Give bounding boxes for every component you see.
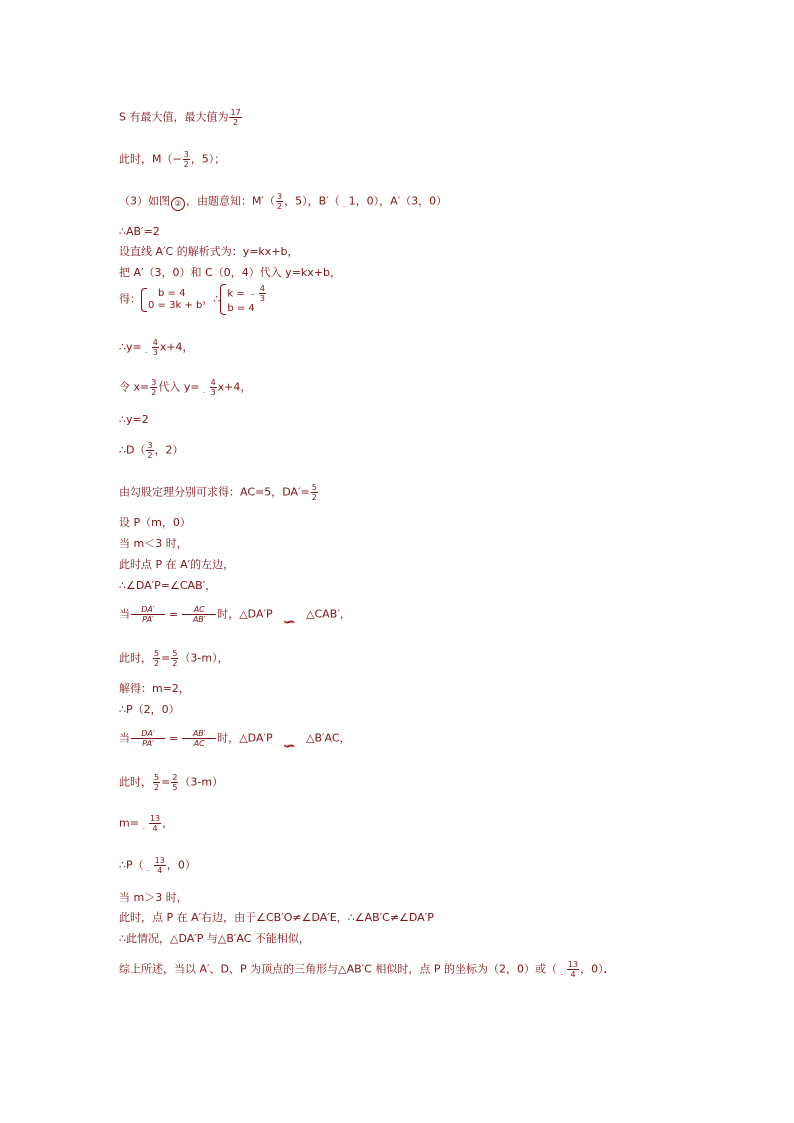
- line-y-equation: $\therefore y=_﹣$ $\frac{4}{3}$ x+4，: [119, 338, 194, 357]
- equation-system: b = 4 0 = 3k + b: [141, 288, 202, 312]
- line-ab: ∴AB′=2: [119, 225, 160, 238]
- fraction: $\frac{5}{2}$: [172, 649, 178, 668]
- line-calc-case2: 此时， $\frac{5}{2}$ = $\frac{2}{5}$ （3-m）: [119, 773, 224, 792]
- fraction: $\frac{4}{3}$: [259, 284, 265, 303]
- line-d-point: ∴D（ $\frac{3}{2}$ ，2）: [119, 441, 184, 460]
- fraction: $\frac{3}{2}$: [151, 378, 157, 397]
- line-y-2: ∴y=2: [119, 413, 149, 426]
- line-pythagoras: 由勾股定理分别可求得：AC=5，DA′= $\frac{5}{2}$: [119, 483, 317, 502]
- line-max-value: S 有最大值，最大值为 $\frac{17}{2}$: [119, 108, 241, 127]
- line-m-point: 此时，M（− $\frac{3}{2}$ ，5）；: [119, 150, 226, 169]
- line-p-result1: ∴P（2，0）: [119, 703, 180, 716]
- fraction: $\frac{2}{5}$: [172, 773, 178, 792]
- line-p-right: 此时，点 P 在 A′右边，由于∠CB′O≠∠DA′E，∴∠AB′C≠∠DA′P: [119, 911, 434, 924]
- fraction: $\frac{13}{4}$: [567, 960, 579, 979]
- line-solve-m: 解得：m=2，: [119, 682, 190, 695]
- fraction: $\frac{5}{2}$: [154, 773, 160, 792]
- line-case-m-less: 当 m＜3 时，: [119, 537, 188, 550]
- line-angle-equal: ∴∠DA′P=∠CAB′，: [119, 579, 217, 592]
- line-not-similar: ∴此情况，△DA′P 与△B′AC 不能相似，: [119, 932, 310, 945]
- fraction: $\frac{DA'}{PA'}$: [131, 605, 165, 624]
- line-ratio-case1: 当 $\frac{DA'}{PA'}$ = $\frac{AC}{AB'}$ 时，△DA′P ∽ △CAB′，: [119, 605, 351, 631]
- line-case-m-greater: 当 m＞3 时，: [119, 891, 188, 904]
- line-part3: （3）如图 ② ，由题意知：M′（ $\frac{3}{2}$ ，5），$B'(_﹣1$，0），A′（3，0）: [119, 192, 448, 211]
- line-ratio-case2: 当 $\frac{DA'}{PA'}$ = $\frac{AB'}{AC}$ 时，△DA′P ∽ △B′AC，: [119, 729, 351, 755]
- equation-system: k = ﹣ $\frac{4}{3}$ b = 4: [220, 284, 267, 315]
- line-p-left: 此时点 P 在 A′的左边，: [119, 558, 235, 571]
- fraction: $\frac{13}{4}$: [149, 814, 161, 833]
- fraction: $\frac{5}{2}$: [154, 649, 160, 668]
- fraction: $\frac{3}{2}$: [183, 150, 189, 169]
- fraction: $\frac{4}{3}$: [210, 378, 216, 397]
- fraction: $\frac{DA'}{PA'}$: [131, 729, 165, 748]
- line-set-p: 设 P（m，0）: [119, 516, 191, 529]
- brace-icon: [141, 288, 147, 312]
- line-substitute: 把 A′（3，0）和 C（0，4）代入 y=kx+b，: [119, 266, 341, 279]
- similar-symbol: ∽: [282, 735, 297, 755]
- line-let-x: 令 x= $\frac{3}{2}$ 代入 $y=_﹣$ $\frac{4}{3}$ x+4，: [119, 378, 252, 397]
- fraction: $\frac{13}{4}$: [154, 856, 165, 875]
- fraction: $\frac{4}{3}$: [152, 338, 158, 357]
- line-m-value: $m=_﹣$ $\frac{13}{4}$ ，: [119, 814, 174, 833]
- line-system: 得： b = 4 0 = 3k + b ，∴ k = ﹣ $\frac{4}{3}$ b = 4: [119, 284, 265, 314]
- line-set-line: 设直线 A′C 的解析式为：y=kx+b，: [119, 245, 299, 258]
- fraction: $\frac{AC}{AB'}$: [182, 605, 216, 624]
- line-calc-case1: 此时， $\frac{5}{2}$ = $\frac{5}{2}$ （3-m），: [119, 649, 229, 668]
- fraction: $\frac{AB'}{AC}$: [182, 729, 216, 748]
- brace-icon: [220, 284, 226, 315]
- similar-symbol: ∽: [282, 611, 297, 631]
- line-p-result2: $\therefore P(_﹣$ $\frac{13}{4}$ ，0）: [119, 856, 196, 875]
- line-conclusion: 综上所述，当以 A′、D、P 为顶点的三角形与△AB′C 相似时，点 P 的坐标为（2，0）或（$_﹣$ $\frac{13}{4}$ ，0）．: [119, 960, 615, 979]
- circled-number: ②: [171, 197, 185, 211]
- fraction: $\frac{5}{2}$: [311, 483, 317, 502]
- fraction: $\frac{3}{2}$: [147, 441, 153, 460]
- fraction: $\frac{3}{2}$: [277, 192, 283, 211]
- fraction: $\frac{17}{2}$: [230, 108, 241, 127]
